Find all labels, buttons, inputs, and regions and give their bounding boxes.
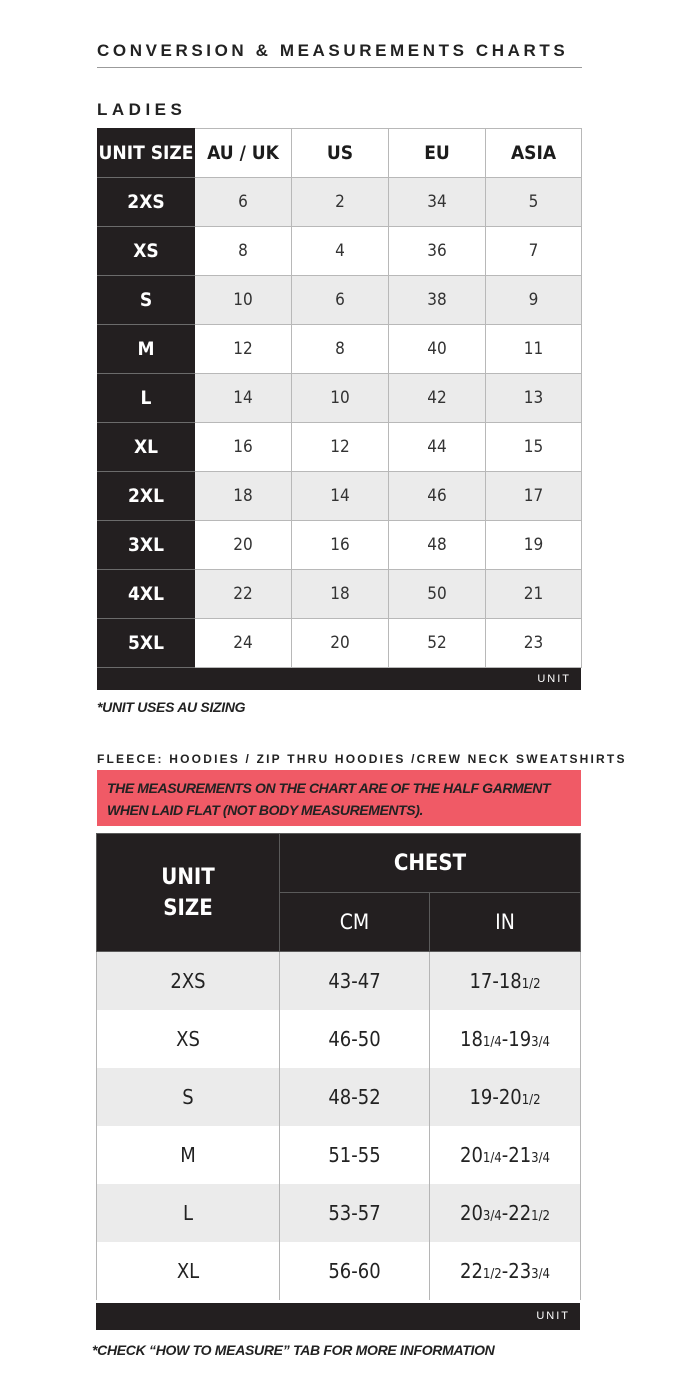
table-row [97, 1010, 581, 1068]
table-row [98, 472, 582, 521]
fraction-part: 1/4 [482, 1151, 502, 1166]
section-title-ladies: LADIES [97, 100, 187, 119]
table-cell: 38 [389, 276, 486, 325]
fraction-part: 3/4 [531, 1267, 550, 1282]
fraction-part: 3/4 [531, 1151, 550, 1166]
chest-in-cell [430, 1068, 581, 1126]
ladies-header-asia: ASIA [486, 129, 582, 178]
table-cell: 40 [389, 325, 486, 374]
table-cell: 14 [292, 472, 389, 521]
table-cell: 10 [195, 276, 292, 325]
row-size-label: XS [98, 227, 195, 276]
table-row [98, 423, 582, 472]
table-cell: 21 [486, 570, 582, 619]
ladies-footer-bar: UNIT [97, 668, 581, 690]
table-row [97, 1184, 581, 1242]
table-cell: 44 [389, 423, 486, 472]
table-cell: 20 [195, 521, 292, 570]
ladies-header-row [98, 129, 582, 178]
table-cell: 2 [292, 178, 389, 227]
table-cell: 42 [389, 374, 486, 423]
fraction-part: 1/2 [521, 977, 541, 992]
row-size-label: 5XL [98, 619, 195, 668]
title-divider [97, 67, 582, 68]
whole-part: -19 [501, 1027, 532, 1051]
table-cell: 11 [486, 325, 582, 374]
table-cell: 10 [292, 374, 389, 423]
row-size-label: 4XL [98, 570, 195, 619]
chest-cm-cell: 48-52 [280, 1068, 430, 1126]
row-size-label: XS [97, 1010, 280, 1068]
whole-part: 18 [460, 1027, 483, 1051]
fleece-header-unit-size [97, 834, 280, 952]
fleece-header-unit: UNIT [161, 864, 215, 890]
row-size-label: 2XS [98, 178, 195, 227]
ladies-size-table [97, 128, 582, 668]
fraction-part: 3/4 [482, 1209, 502, 1224]
table-cell: 12 [195, 325, 292, 374]
row-size-label: M [98, 325, 195, 374]
fleece-measurement-table [96, 833, 581, 1300]
table-row [98, 374, 582, 423]
table-cell: 24 [195, 619, 292, 668]
table-row [98, 619, 582, 668]
fleece-footer-bar: UNIT [96, 1303, 580, 1330]
table-cell: 9 [486, 276, 582, 325]
table-row [98, 325, 582, 374]
table-cell: 36 [389, 227, 486, 276]
fleece-header-row-top [97, 834, 581, 893]
whole-part: -22 [501, 1201, 532, 1225]
chest-cm-cell: 51-55 [280, 1126, 430, 1184]
table-cell: 18 [195, 472, 292, 521]
table-row [97, 1126, 581, 1184]
ladies-header-eu: EU [389, 129, 486, 178]
chest-in-cell [430, 1126, 581, 1184]
table-row [97, 1242, 581, 1300]
table-cell: 13 [486, 374, 582, 423]
row-size-label: 2XS [97, 952, 280, 1011]
table-row [98, 276, 582, 325]
ladies-header-unit-size: UNIT SIZE [98, 129, 195, 178]
whole-part: 19-20 [469, 1085, 522, 1109]
ladies-header-au-uk: AU / UK [195, 129, 292, 178]
whole-part: 17-18 [469, 969, 522, 993]
page-title: CONVERSION & MEASUREMENTS CHARTS [97, 41, 569, 60]
whole-part: -23 [501, 1259, 532, 1283]
row-size-label: L [97, 1184, 280, 1242]
row-size-label: 2XL [98, 472, 195, 521]
table-cell: 8 [195, 227, 292, 276]
table-row [97, 952, 581, 1011]
row-size-label: M [97, 1126, 280, 1184]
table-row [97, 1068, 581, 1126]
table-cell: 6 [195, 178, 292, 227]
row-size-label: S [98, 276, 195, 325]
table-cell: 23 [486, 619, 582, 668]
table-cell: 8 [292, 325, 389, 374]
table-cell: 50 [389, 570, 486, 619]
fraction-part: 1/2 [531, 1209, 550, 1224]
row-size-label: XL [98, 423, 195, 472]
table-cell: 18 [292, 570, 389, 619]
chest-in-cell [430, 1242, 581, 1300]
fraction-part: 1/2 [521, 1093, 541, 1108]
chest-in-cell [430, 1010, 581, 1068]
table-row [98, 227, 582, 276]
row-size-label: L [98, 374, 195, 423]
table-cell: 19 [486, 521, 582, 570]
whole-part: 22 [460, 1259, 483, 1283]
table-cell: 17 [486, 472, 582, 521]
table-cell: 14 [195, 374, 292, 423]
table-cell: 12 [292, 423, 389, 472]
table-cell: 46 [389, 472, 486, 521]
chest-in-cell [430, 1184, 581, 1242]
table-cell: 5 [486, 178, 582, 227]
measurement-warning-banner: THE MEASUREMENTS ON THE CHART ARE OF THE HALF GARMENT WHEN LAID FLAT (NOT BODY MEASUREMENTS). [97, 770, 581, 826]
chest-in-cell [430, 952, 581, 1011]
fleece-section-title: FLEECE: HOODIES / ZIP THRU HOODIES /CREW NECK SWEATSHIRTS [97, 752, 627, 766]
table-cell: 16 [195, 423, 292, 472]
table-row [98, 570, 582, 619]
ladies-note: *UNIT USES AU SIZING [97, 699, 246, 715]
fraction-part: 1/4 [482, 1035, 502, 1050]
fleece-note: *CHECK “HOW TO MEASURE” TAB FOR MORE INFORMATION [92, 1342, 495, 1358]
ladies-header-us: US [292, 129, 389, 178]
chest-cm-cell: 43-47 [280, 952, 430, 1011]
fleece-header-chest: CHEST [280, 834, 581, 893]
fleece-header-in: IN [430, 893, 581, 952]
row-size-label: S [97, 1068, 280, 1126]
table-cell: 16 [292, 521, 389, 570]
table-cell: 34 [389, 178, 486, 227]
chest-cm-cell: 46-50 [280, 1010, 430, 1068]
table-cell: 15 [486, 423, 582, 472]
table-cell: 52 [389, 619, 486, 668]
chest-cm-cell: 53-57 [280, 1184, 430, 1242]
fraction-part: 1/2 [482, 1267, 502, 1282]
row-size-label: XL [97, 1242, 280, 1300]
table-row [98, 521, 582, 570]
whole-part: 20 [460, 1143, 483, 1167]
fraction-part: 3/4 [531, 1035, 550, 1050]
table-cell: 48 [389, 521, 486, 570]
chest-cm-cell: 56-60 [280, 1242, 430, 1300]
fleece-header-cm: CM [280, 893, 430, 952]
row-size-label: 3XL [98, 521, 195, 570]
table-cell: 4 [292, 227, 389, 276]
whole-part: -21 [501, 1143, 532, 1167]
table-cell: 7 [486, 227, 582, 276]
table-row [98, 178, 582, 227]
table-cell: 22 [195, 570, 292, 619]
whole-part: 20 [460, 1201, 483, 1225]
fleece-header-size: SIZE [163, 895, 213, 921]
table-cell: 6 [292, 276, 389, 325]
table-cell: 20 [292, 619, 389, 668]
